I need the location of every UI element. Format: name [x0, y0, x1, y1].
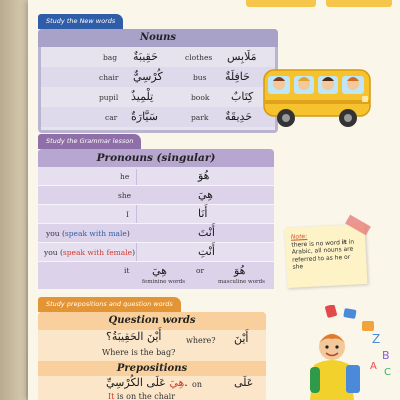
pronouns-table [38, 149, 274, 289]
nouns-body [41, 47, 275, 130]
pronoun-row [38, 167, 274, 186]
noun-en: car [105, 113, 118, 122]
preposition-word-en: on [192, 380, 202, 389]
pronouns-title: Pronouns (singular) [38, 149, 274, 167]
section-tab-grammar: Study the Grammar lesson [38, 134, 141, 149]
feminine-ar: هِيَ [152, 264, 167, 277]
noun-en: book [191, 93, 210, 102]
svg-text:B: B [382, 349, 390, 362]
svg-text:A: A [370, 361, 377, 372]
pronoun-en: I [126, 210, 129, 219]
pronoun-en: it [124, 266, 130, 275]
desk-edge [0, 0, 26, 400]
school-bus-illustration [258, 52, 378, 132]
pronoun-en: you (speak with male) [46, 229, 130, 238]
pronoun-ar: هِيَ [198, 188, 213, 201]
noun-en: chair [99, 73, 119, 82]
pronoun-ar: أَنْتَ [198, 226, 215, 239]
noun-ar: حَقِيبَةٌ [133, 50, 158, 63]
questions-title: Question words [38, 312, 266, 330]
nouns-row [41, 107, 275, 127]
question-word-en: where? [186, 336, 216, 345]
nouns-row [41, 87, 275, 107]
nouns-row [41, 67, 275, 87]
section-tab-new-words: Study the New words [38, 14, 123, 29]
svg-text:C: C [384, 367, 391, 378]
noun-en: bag [103, 53, 118, 62]
note-text: in Arabic, all nouns are referred to as he or she [291, 238, 355, 271]
pronoun-row [38, 224, 274, 243]
question-word-ar: أَيْنَ [234, 332, 249, 345]
pronoun-ar: هُوَ [198, 169, 210, 182]
noun-ar: حَافِلَةٌ [225, 70, 250, 83]
feminine-label: feminine words [142, 279, 186, 285]
note-text-bold: it [341, 238, 347, 246]
prepositions-title: Prepositions [38, 361, 266, 376]
pronoun-row [38, 205, 274, 224]
pronoun-en: you (speak with female) [44, 248, 136, 257]
noun-ar: تِلْمِيذٌ [131, 90, 154, 103]
pronoun-ar: أَنْتِ [198, 245, 215, 258]
pronoun-en: she [118, 191, 132, 200]
noun-en: bus [193, 73, 207, 82]
noun-en: clothes [185, 53, 213, 62]
noun-en: pupil [99, 93, 119, 102]
noun-ar: مَلَابِس [227, 50, 257, 63]
noun-ar: كُرْسِيٌّ [133, 70, 163, 83]
preposition-example-en: It is on the chair [108, 392, 176, 400]
pronoun-ar: أَنَا [198, 207, 208, 220]
note-text: there is no word [291, 238, 343, 249]
masculine-label: masculine words [218, 279, 265, 285]
top-tab-right [326, 0, 392, 7]
masculine-ar: هُوَ [234, 264, 246, 277]
top-tab-left [246, 0, 316, 7]
questions-table [38, 312, 266, 400]
pronoun-en: he [120, 172, 130, 181]
pronoun-row [38, 243, 274, 262]
question-example-ar: أَيْنَ الحَقِيبَةُ؟ [106, 330, 162, 343]
note-title: Note: [290, 232, 308, 241]
nouns-table [38, 29, 278, 133]
pronoun-row-it [38, 262, 274, 289]
question-example-en: Where is the bag? [102, 348, 176, 357]
boy-with-books-illustration [296, 305, 396, 400]
grammar-note [284, 224, 367, 288]
nouns-row [41, 47, 275, 67]
noun-ar: سَيَّارَةٌ [131, 110, 158, 123]
or-label: or [196, 266, 205, 275]
preposition-word-ar: عَلَى [234, 376, 254, 389]
preposition-example-ar: هِيَ عَلَى الكُرْسِيِّ. [106, 376, 188, 389]
svg-text:Z: Z [372, 332, 381, 346]
section-tab-prepositions: Study prepositions and question words [38, 297, 181, 312]
pronoun-row [38, 186, 274, 205]
nouns-title: Nouns [38, 29, 278, 47]
noun-ar: حَدِيقَةٌ [225, 110, 253, 123]
noun-ar: كِتَابٌ [231, 90, 254, 103]
noun-en: park [191, 113, 209, 122]
